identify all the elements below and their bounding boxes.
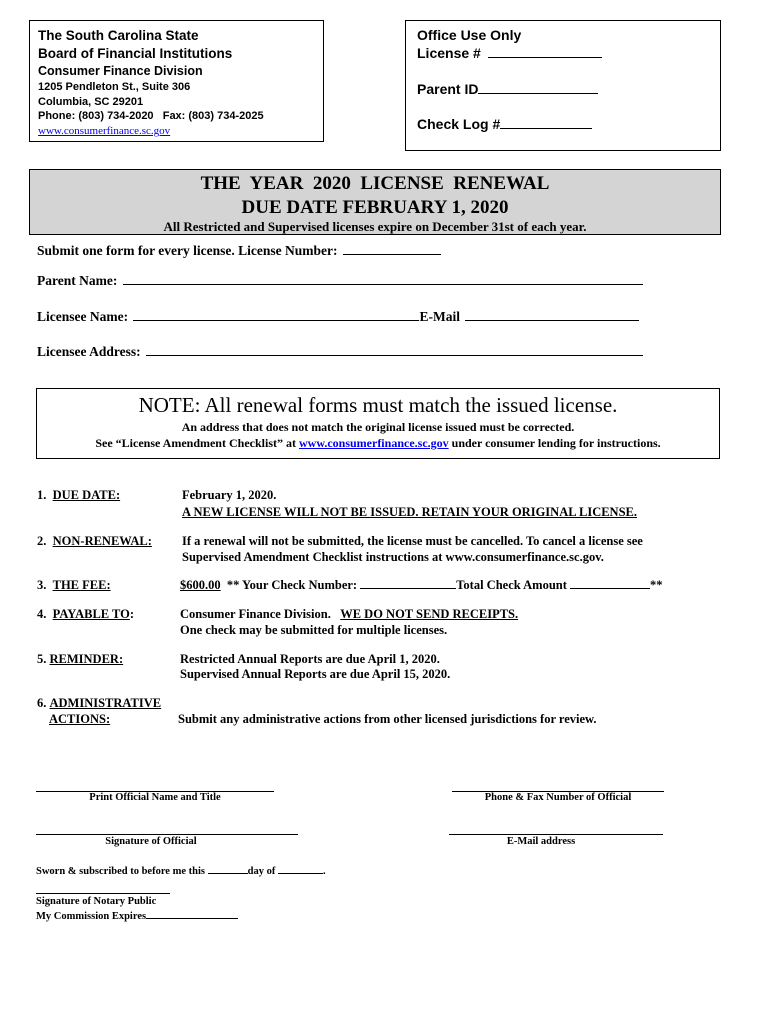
expire-note: All Restricted and Supervised licenses expire on December 31st of each year.: [163, 219, 587, 234]
office-license-label: License #: [417, 45, 481, 61]
notary-signature-caption: Signature of Notary Public: [36, 896, 157, 907]
office-use-box: [405, 20, 721, 151]
item-fee-row: $600.00 ** Your Check Number: Total Check Amount **: [180, 578, 663, 592]
office-parent-label: Parent ID: [417, 81, 479, 97]
item-payable-label: 4. PAYABLE TO:: [37, 607, 135, 621]
item-admin-label-line2: ACTIONS:: [49, 712, 111, 726]
item-payable-line1: Consumer Finance Division. WE DO NOT SEND RECEIPTS.: [180, 607, 519, 621]
email-label: E-Mail: [419, 309, 460, 324]
licensee-name-row: [37, 309, 639, 325]
submit-instruction: Submit one form for every license. License Number:: [37, 243, 338, 258]
check-number-blank[interactable]: [360, 587, 456, 589]
license-number-blank[interactable]: [343, 253, 441, 255]
total-check-amount-label: Total Check Amount: [456, 578, 567, 592]
print-name-caption: Print Official Name and Title: [89, 792, 221, 803]
title-line1: THE YEAR 2020 LICENSE RENEWAL: [200, 173, 550, 194]
sworn-month-blank[interactable]: [278, 872, 323, 874]
agency-name-line2: Board of Financial Institutions: [38, 46, 233, 61]
item-admin-label-line1: 6. ADMINISTRATIVE: [37, 696, 162, 710]
item-reminder-line1: Restricted Annual Reports are due April 1, 2020.: [180, 652, 440, 666]
title-line2: DUE DATE FEBRUARY 1, 2020: [241, 197, 509, 218]
sworn-row: Sworn & subscribed to before me this day of .: [36, 866, 326, 877]
item-due-date-label: 1. DUE DATE:: [37, 488, 121, 502]
agency-phone-fax: Phone: (803) 734-2020 Fax: (803) 734-2025: [38, 110, 264, 122]
title-box: [29, 169, 721, 235]
sworn-day-blank[interactable]: [208, 872, 248, 874]
parent-name-label: Parent Name:: [37, 273, 118, 288]
total-check-amount-blank[interactable]: [570, 587, 650, 589]
check-number-label: ** Your Check Number:: [226, 578, 358, 592]
agency-info-box: [29, 20, 324, 142]
commission-blank[interactable]: [146, 917, 238, 919]
license-number-row: [37, 243, 441, 259]
office-check-log-blank[interactable]: [500, 127, 592, 129]
licensee-name-blank[interactable]: [133, 319, 419, 321]
note-line2: [37, 436, 719, 451]
office-parent-field: [417, 81, 598, 97]
agency-division: Consumer Finance Division: [38, 64, 203, 78]
item-non-renewal-label: 2. NON-RENEWAL:: [37, 534, 152, 548]
licensee-address-row: [37, 344, 643, 360]
agency-address-line1: 1205 Pendleton St., Suite 306: [38, 81, 191, 93]
parent-name-row: [37, 273, 643, 289]
item-fee-label: 3. THE FEE:: [37, 578, 111, 592]
parent-name-blank[interactable]: [123, 283, 643, 285]
office-check-log-label: Check Log #: [417, 116, 501, 132]
item-reminder-line2: Supervised Annual Reports are due April 15, 2020.: [180, 667, 451, 681]
item-due-date-line2: A NEW LICENSE WILL NOT BE ISSUED. RETAIN YOUR ORIGINAL LICENSE.: [182, 505, 637, 519]
note-line2-suffix: under consumer lending for instructions.: [451, 436, 661, 450]
fee-amount: $600.00: [180, 578, 221, 592]
note-line1: An address that does not match the original license issued must be corrected.: [181, 420, 575, 434]
email-line[interactable]: [449, 834, 663, 835]
agency-name-line1: The South Carolina State: [38, 28, 199, 43]
signature-caption: Signature of Official: [105, 836, 197, 847]
note-line2-prefix: See “License Amendment Checklist” at: [95, 436, 296, 450]
item-payable-line2: One check may be submitted for multiple licenses.: [180, 623, 448, 637]
signature-line[interactable]: [36, 834, 298, 835]
office-use-title: Office Use Only: [417, 27, 522, 43]
note-title: NOTE: All renewal forms must match the issued license.: [138, 393, 618, 417]
email-caption: E-Mail address: [506, 836, 576, 847]
licensee-address-blank[interactable]: [146, 354, 643, 356]
note-website-link[interactable]: www.consumerfinance.sc.gov: [298, 436, 449, 450]
office-parent-blank[interactable]: [478, 92, 598, 94]
commission-row: My Commission Expires: [36, 911, 238, 922]
office-license-field: [417, 45, 602, 61]
licensee-name-label: Licensee Name:: [37, 309, 129, 324]
item-admin-text: Submit any administrative actions from other licensed jurisdictions for review.: [178, 712, 597, 726]
note-box: [36, 388, 720, 459]
phone-fax-caption: Phone & Fax Number of Official: [484, 792, 632, 803]
item-due-date-line1: February 1, 2020.: [182, 488, 277, 502]
notary-signature-line[interactable]: [36, 893, 170, 894]
item-reminder-label: 5. REMINDER:: [37, 652, 124, 666]
office-check-log-field: [417, 116, 592, 132]
email-blank[interactable]: [465, 319, 639, 321]
agency-address-line2: Columbia, SC 29201: [38, 96, 144, 108]
office-license-blank[interactable]: [488, 56, 602, 58]
licensee-address-label: Licensee Address:: [37, 344, 141, 359]
item-non-renewal-line1: If a renewal will not be submitted, the license must be cancelled. To cancel a license see: [182, 534, 643, 548]
agency-website-link[interactable]: www.consumerfinance.sc.gov: [38, 125, 171, 137]
item-non-renewal-line2: Supervised Amendment Checklist instructions at www.consumerfinance.sc.gov.: [182, 550, 604, 564]
